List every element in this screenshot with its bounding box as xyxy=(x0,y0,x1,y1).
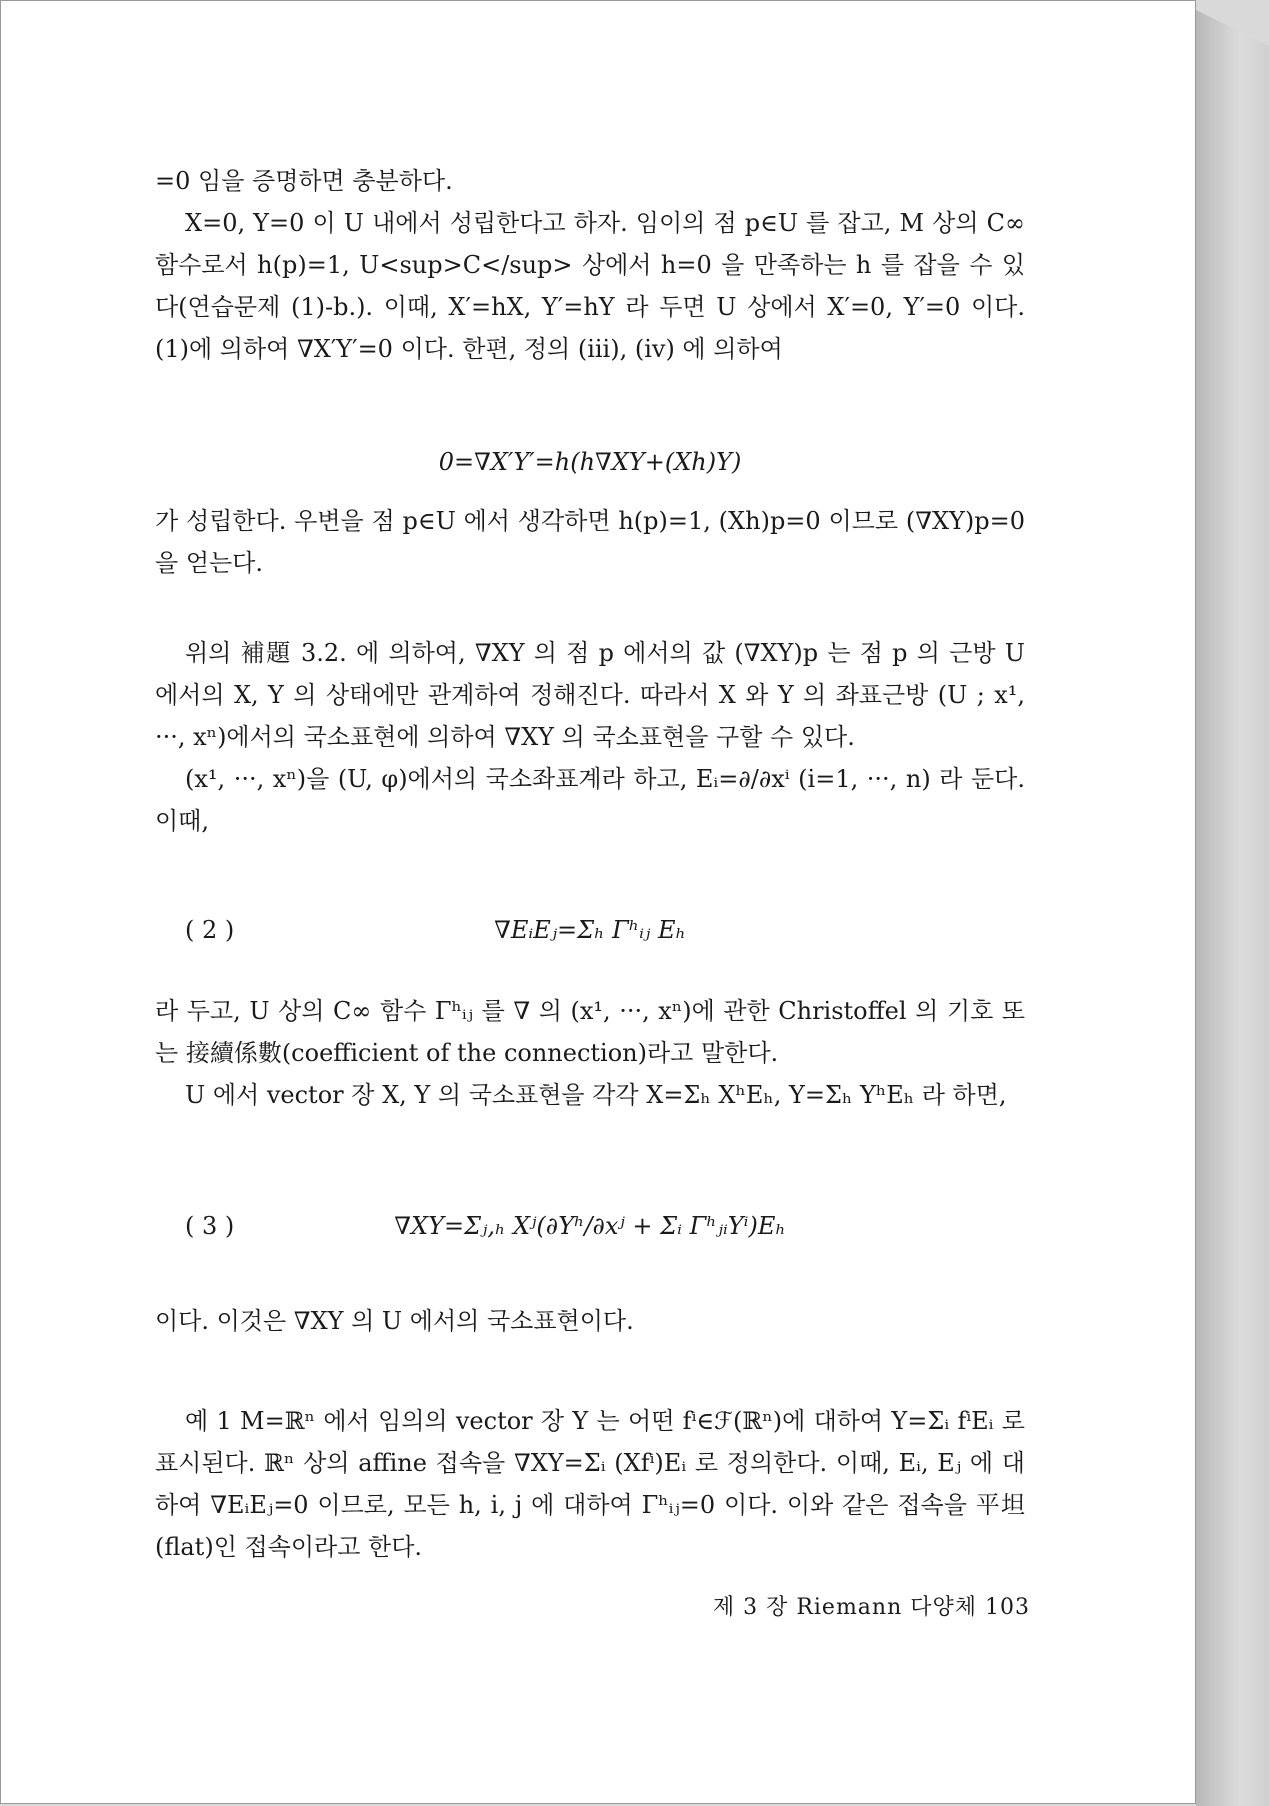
equation-2-body: ∇EᵢEⱼ=Σₕ Γʰᵢⱼ Eₕ xyxy=(494,916,686,944)
paragraph-8: 이다. 이것은 ∇XY 의 U 에서의 국소표현이다. xyxy=(155,1307,634,1335)
equation-1 xyxy=(155,432,1025,492)
example-1: 예 1 M=ℝⁿ 에서 임의의 vector 장 Y 는 어떤 fⁱ∈ℱ(ℝⁿ)에 대하여 Y=Σᵢ fⁱEᵢ 로 표시된다. ℝⁿ 상의 affine 접속을 ∇XY=Σᵢ (Xfⁱ)Eᵢ 로 정의한다. 이때, Eᵢ, Eⱼ 에 대하여 ∇EᵢEⱼ=0 이므로, 모든 h, i, j 에 대하여 Γʰᵢⱼ=0 이다. 이와 같은 접속을 平坦(flat)인 접속이라고 한다. xyxy=(155,1407,1025,1561)
equation-3-number: ( 3 ) xyxy=(185,1212,235,1240)
equation-3 xyxy=(155,1196,1025,1256)
paragraph-3: 가 성립한다. 우변을 점 p∈U 에서 생각하면 h(p)=1, (Xh)p=0 이므로 (∇XY)p=0 을 얻는다. xyxy=(155,507,1025,577)
paragraph-1: =0 임을 증명하면 충분하다. xyxy=(155,167,453,195)
equation-2 xyxy=(155,900,1025,960)
equation-2-number: ( 2 ) xyxy=(185,916,235,944)
equation-1-body: 0=∇X′Y′=h(h∇XY+(Xh)Y) xyxy=(438,448,742,476)
paragraph-5: (x¹, ···, xⁿ)을 (U, φ)에서의 국소좌표계라 하고, Eᵢ=∂/∂xⁱ (i=1, ···, n) 라 둔다. 이때, xyxy=(155,765,1025,835)
text-block-4 xyxy=(155,990,1025,1116)
text-block-2 xyxy=(155,500,1025,584)
paragraph-6: 라 두고, U 상의 C∞ 함수 Γʰᵢⱼ 를 ∇ 의 (x¹, ···, xⁿ)에 관한 Christoffel 의 기호 또는 接續係數(coefficient of the connection)라고 말한다. xyxy=(155,997,1025,1067)
text-block-5 xyxy=(155,1300,1025,1342)
paragraph-7: U 에서 vector 장 X, Y 의 국소표현을 각각 X=Σₕ XʰEₕ, Y=Σₕ YʰEₕ 라 하면, xyxy=(185,1081,1007,1109)
page-edge-shadow xyxy=(1196,10,1269,1806)
text-block-top xyxy=(155,160,1025,370)
text-block-3 xyxy=(155,632,1025,842)
text-block-6 xyxy=(155,1400,1025,1568)
paragraph-2: X=0, Y=0 이 U 내에서 성립한다고 하자. 임이의 점 p∈U 를 잡고, M 상의 C∞ 함수로서 h(p)=1, U<sup>C</sup> 상에서 h=0 을 만족하는 h 를 잡을 수 있다(연습문제 (1)-b.). 이때, X′=hX, Y′=hY 라 두면 U 상에서 X′=0, Y′=0 이다. (1)에 의하여 ∇X′Y′=0 이다. 한편, 정의 (iii), (iv) 에 의하여 xyxy=(155,209,1025,363)
page-footer: 제 3 장 Riemann 다양체 103 xyxy=(712,1595,1030,1620)
equation-3-body: ∇XY=Σⱼ,ₕ Xʲ(∂Yʰ/∂xʲ + Σᵢ ΓʰⱼᵢYⁱ)Eₕ xyxy=(394,1212,786,1240)
paragraph-4: 위의 補題 3.2. 에 의하여, ∇XY 의 점 p 에서의 값 (∇XY)p 는 점 p 의 근방 U 에서의 X, Y 의 상태에만 관계하여 정해진다. 따라서 X 와 Y 의 좌표근방 (U ; x¹, ···, xⁿ)에서의 국소표현에 의하여 ∇XY 의 국소표현을 구할 수 있다. xyxy=(155,639,1025,751)
